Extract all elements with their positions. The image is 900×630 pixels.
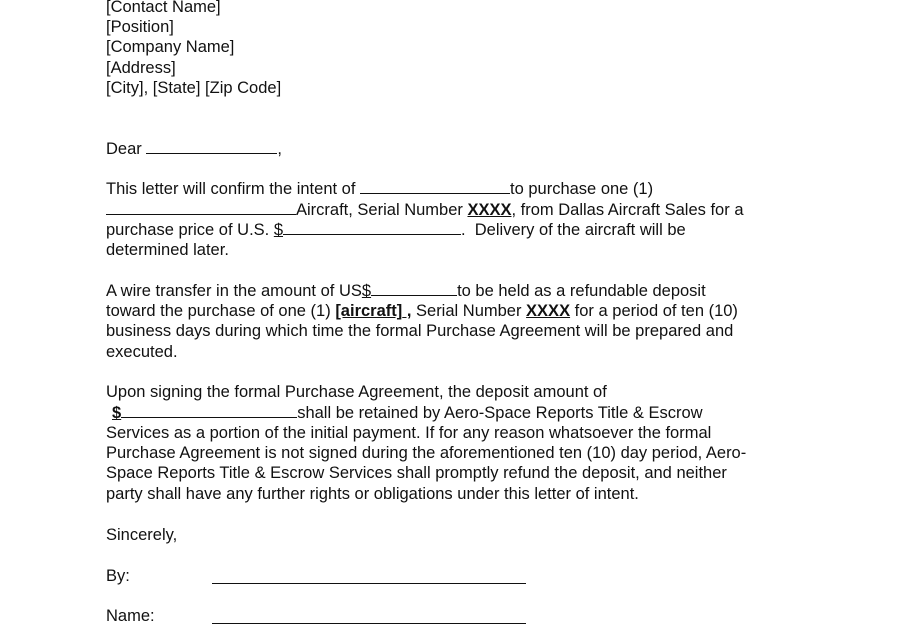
para2-line3: business days during which time the formal Purchase Agreement will be prepared and (106, 322, 734, 340)
name-label: Name: (106, 607, 155, 625)
aircraft-placeholder: [aircraft] (335, 302, 403, 320)
para1-text: to purchase one (1) (510, 180, 654, 198)
para1-line1 (106, 179, 653, 199)
serial-number: XXXX (526, 302, 571, 320)
para3-line3: Services as a portion of the initial payment. If for any reason whatsoever the formal (106, 424, 712, 442)
salutation (106, 139, 282, 159)
para1-text: . Delivery of the aircraft will be (461, 221, 686, 239)
para2-text: Serial Number (411, 302, 527, 320)
serial-number: XXXX (467, 201, 512, 219)
para2-line1 (106, 281, 706, 301)
deposit-currency: $ (112, 404, 122, 422)
address: [Address] (106, 59, 176, 77)
contact-name: [Contact Name] (106, 0, 221, 16)
para3-line4: Purchase Agreement is not signed during the aforementioned ten (10) day period, Aero- (106, 444, 747, 462)
para2-text: to be held as a refundable deposit (457, 282, 706, 300)
position: [Position] (106, 18, 174, 36)
company-name: [Company Name] (106, 38, 235, 56)
salutation-comma: , (277, 140, 282, 158)
dear-label: Dear (106, 140, 142, 158)
name-line (212, 609, 526, 624)
signature-line (212, 569, 526, 584)
para2-text: toward the purchase of one (1) (106, 302, 336, 320)
para1-text: This letter will confirm the intent of (106, 180, 361, 198)
city-state-zip: [City], [State] [Zip Code] (106, 79, 282, 97)
para1-line4: determined later. (106, 241, 229, 259)
aircraft-comma: , (402, 302, 412, 320)
para1-line2 (106, 200, 744, 220)
price-blank (283, 220, 461, 235)
para3-line1: Upon signing the formal Purchase Agreement, the deposit amount of (106, 383, 607, 401)
para1-line3 (106, 220, 686, 240)
para3-text: shall be retained by Aero-Space Reports Title & Escrow (297, 404, 703, 422)
deposit-amount-blank (121, 403, 297, 418)
para1-text: Aircraft, Serial Number (296, 201, 468, 219)
para3-line6: party shall have any further rights or obligations under this letter of intent. (106, 485, 639, 503)
para3-line5: Space Reports Title & Escrow Services shall promptly refund the deposit, and neither (106, 464, 727, 482)
para3-line2 (106, 403, 703, 423)
para2-line2 (106, 301, 738, 321)
para2-text: for a period of ten (10) (570, 302, 738, 320)
para1-text: , from Dallas Aircraft Sales for a (511, 201, 744, 219)
para2-text: A wire transfer in the amount of US (106, 282, 362, 300)
sincerely: Sincerely, (106, 526, 178, 544)
recipient-blank (146, 139, 277, 154)
para1-text: purchase price of U.S. (106, 221, 274, 239)
buyer-blank (360, 179, 510, 194)
aircraft-model-blank (106, 200, 296, 215)
para2-line4: executed. (106, 343, 178, 361)
wire-amount-blank (371, 281, 457, 296)
price-currency: $ (273, 221, 284, 239)
by-label: By: (106, 567, 130, 585)
wire-currency: $ (361, 282, 372, 300)
